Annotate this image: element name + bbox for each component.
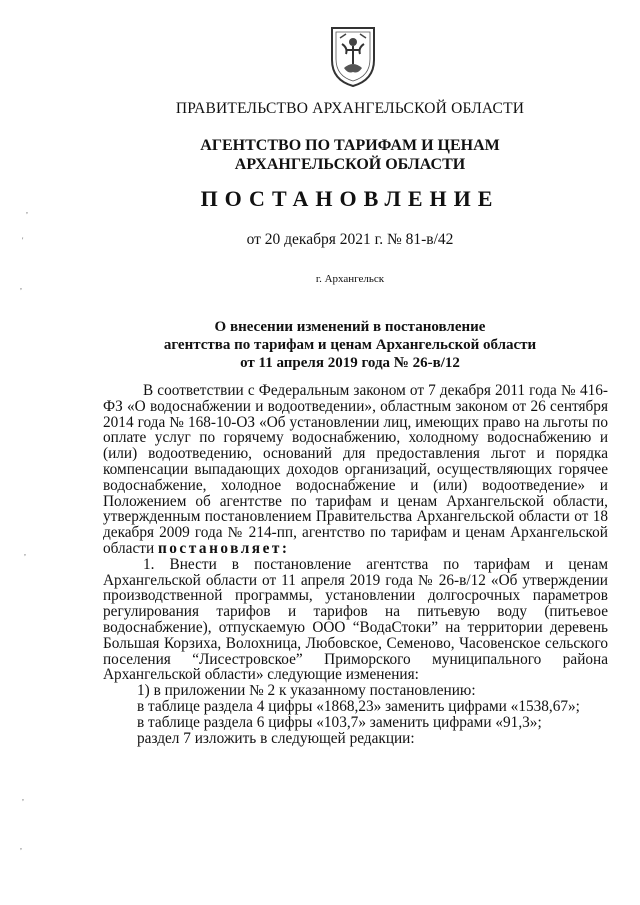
document-body — [103, 383, 608, 746]
agency-name-line1: АГЕНТСТВО ПО ТАРИФАМ И ЦЕНАМ — [200, 137, 500, 154]
preamble-paragraph — [103, 383, 608, 557]
resolves-word: постановляет: — [157, 539, 290, 557]
coat-of-arms-icon — [328, 24, 378, 88]
scan-mark: , — [20, 282, 22, 291]
scan-mark: , — [24, 548, 26, 557]
agency-name — [100, 136, 600, 174]
subject-line3: от 11 апреля 2019 года № 26-в/12 — [240, 355, 460, 371]
document-date-number: от 20 декабря 2021 г. № 81-в/42 — [246, 231, 454, 248]
item-1-paragraph: 1. Внести в постановление агентства по тарифам и ценам Архангельской области от 11 апреля 2019 года № 26-в/12 «Об утверждении производственной программы, установлении долгосрочных параметров регулирования тарифов и тарифов на питьевую воду (питьевое водоснабжение), отпускаемую ООО “ВодаСтоки” на территории деревень Большая Корзиха, Волохница, Любовское, Семеново, Часовенское сельского поселения “Лисестровское” Приморского муниципального района Архангельской области» следующие изменения: — [103, 555, 608, 684]
scan-mark: , — [22, 793, 24, 802]
government-name: ПРАВИТЕЛЬСТВО АРХАНГЕЛЬСКОЙ ОБЛАСТИ — [175, 100, 525, 117]
document-type: ПОСТАНОВЛЕНИЕ — [200, 186, 500, 211]
subject-line1: О внесении изменений в постановление — [214, 319, 486, 335]
agency-name-line2: АРХАНГЕЛЬСКОЙ ОБЛАСТИ — [234, 156, 466, 173]
subject-line2: агентства по тарифам и ценам Архангельской области — [163, 337, 537, 353]
document-subject — [100, 318, 600, 372]
subitem-table4: в таблице раздела 4 цифры «1868,23» заменить цифрами «1538,67»; — [137, 697, 580, 715]
preamble-text: В соответствии с Федеральным законом от 7 декабря 2011 года № 416-ФЗ «О водоснабжении и водоотведении», областным законом от 26 сентября 2014 года № 168-10-ОЗ «Об установлении лиц, имеющих право на льготы по оплате услуг по горячему водоснабжению, холодному водоснабжению и (или) водоотведению, оснований для предоставления льгот и порядка компенсации выпадающих доходов организаций, осуществляющих горячее водоснабжение, холодное водоснабжение и (или) водоотведение» и Положением об агентстве по тарифам и ценам Архангельской области, утвержденным постановлением Правительства Архангельской области от 18 декабря 2009 года № 214-пп, агентство по тарифам и ценам Архангельской области — [103, 382, 608, 557]
scan-mark: , — [26, 206, 28, 215]
subitem-section7: раздел 7 изложить в следующей редакции: — [137, 729, 415, 747]
subitem-table6: в таблице раздела 6 цифры «103,7» заменить цифрами «91,3»; — [137, 713, 542, 731]
scan-mark: , — [20, 842, 22, 851]
scan-mark: ' — [22, 236, 24, 245]
subitem-1: 1) в приложении № 2 к указанному постановлению: — [137, 682, 476, 700]
document-city: г. Архангельск — [315, 273, 385, 285]
